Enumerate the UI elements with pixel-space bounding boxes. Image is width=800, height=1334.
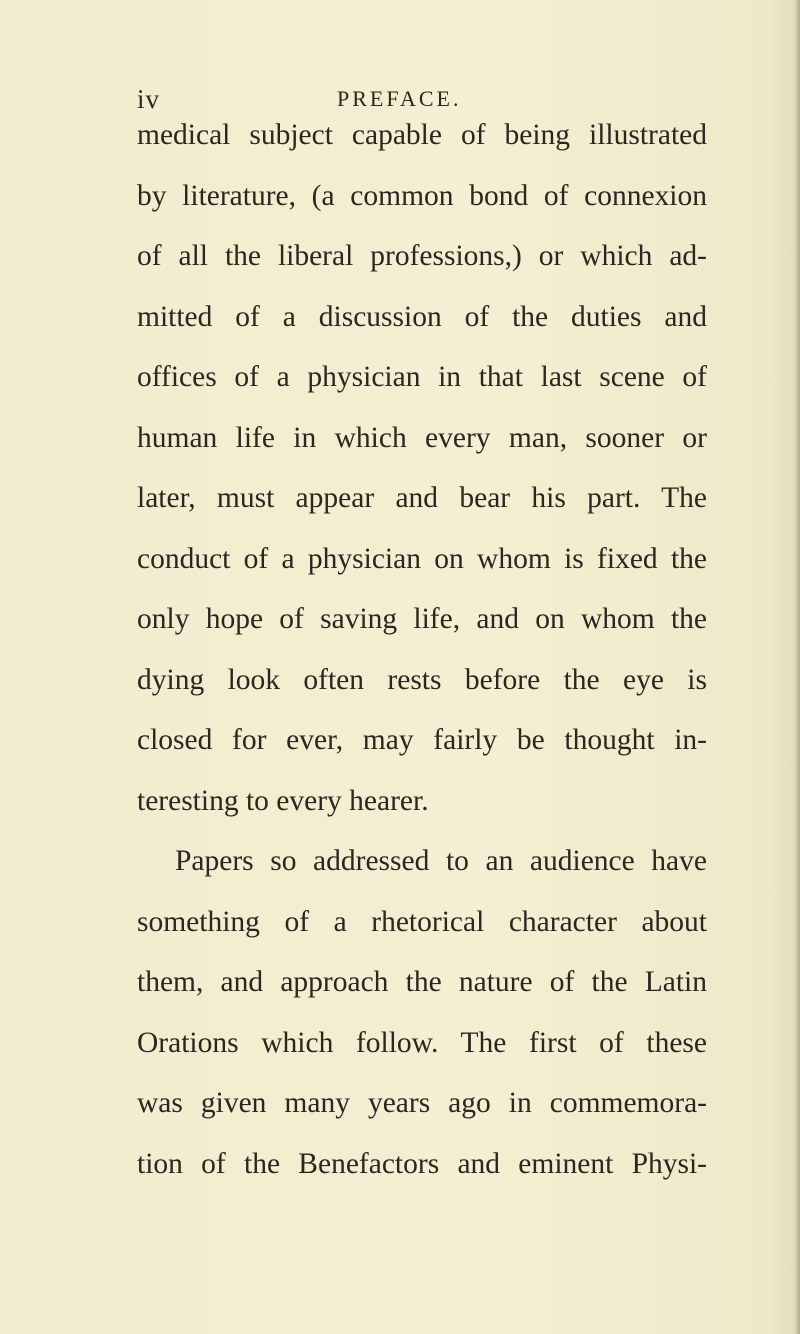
text-line: was given many years ago in commemora- [137, 1087, 707, 1119]
text-line: medical subject capable of being illustrated [137, 119, 707, 151]
text-line: only hope of saving life, and on whom the [137, 603, 707, 635]
text-line: them, and approach the nature of the Latin [137, 966, 707, 998]
page-number: iv [137, 84, 161, 114]
text-line: closed for ever, may fairly be thought in- [137, 724, 707, 756]
text-line: Orations which follow. The first of these [137, 1026, 707, 1059]
text-line: by literature, (a common bond of connexion [137, 179, 707, 212]
body-text [137, 105, 707, 1194]
text-line: something of a rhetorical character about [137, 905, 707, 938]
text-line: teresting to every hearer. [137, 784, 429, 817]
running-head: PREFACE. [337, 86, 462, 111]
text-line: conduct of a physician on whom is fixed the [137, 542, 707, 575]
text-line: of all the liberal professions,) or which ad- [137, 240, 707, 272]
page-edge-shadow [794, 0, 800, 1334]
text-line: dying look often rests before the eye is [137, 663, 707, 696]
text-line: Papers so addressed to an audience have [175, 845, 707, 877]
text-line: human life in which every man, sooner or [137, 421, 707, 454]
text-line: offices of a physician in that last scene of [137, 361, 707, 393]
text-line: later, must appear and bear his part. The [137, 482, 707, 514]
text-line: mitted of a discussion of the duties and [137, 300, 707, 333]
text-line: tion of the Benefactors and eminent Physi- [137, 1147, 707, 1180]
